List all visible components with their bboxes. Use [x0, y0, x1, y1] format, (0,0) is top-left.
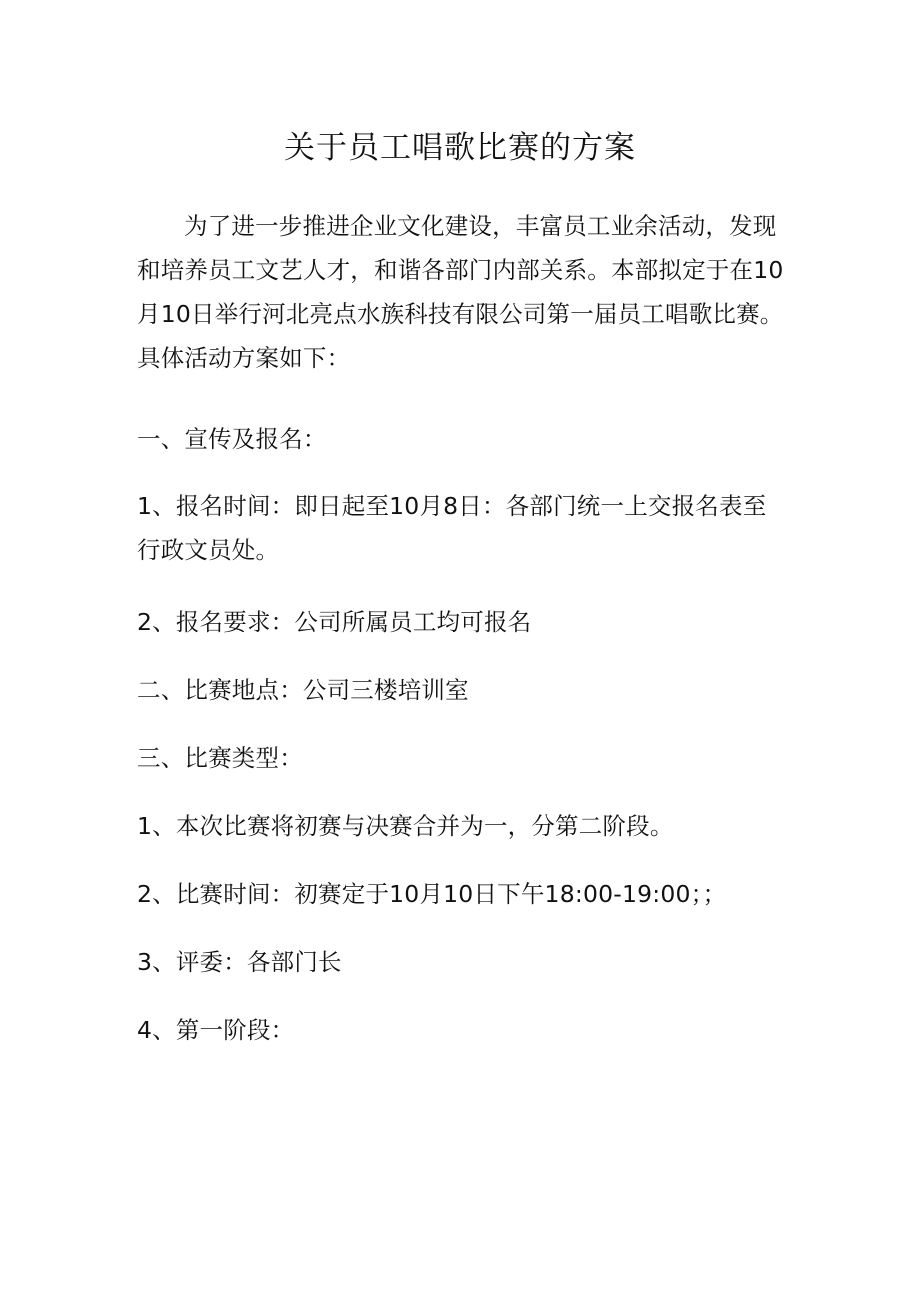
competition-format-item: 1、本次比赛将初赛与决赛合并为一，分第二阶段。: [137, 812, 674, 840]
competition-time-item: 2、比赛时间：初赛定于10月10日下午18:00-19:00；；: [137, 880, 727, 908]
first-stage-item: 4、第一阶段：: [137, 1016, 295, 1044]
registration-requirement-item: 2、报名要求：公司所属员工均可报名: [137, 608, 532, 636]
section-heading-competition-type: 三、比赛类型：: [137, 744, 303, 772]
document-title: 关于员工唱歌比赛的方案: [284, 130, 636, 166]
judges-item: 3、评委：各部门长: [137, 948, 342, 976]
section-heading-registration: 一、宣传及报名：: [137, 425, 327, 453]
registration-time-item: 1、报名时间：即日起至10月8日：各部门统一上交报名表至行政文员处。: [137, 492, 767, 564]
intro-paragraph: 为了进一步推进企业文化建设，丰富员工业余活动，发现和培养员工文艺人才，和谐各部门内部关系。本部拟定于在10月10日举行河北亮点水族科技有限公司第一届员工唱歌比赛。具体活动方案如下：: [137, 212, 784, 372]
section-heading-venue: 二、比赛地点：公司三楼培训室: [137, 676, 469, 704]
